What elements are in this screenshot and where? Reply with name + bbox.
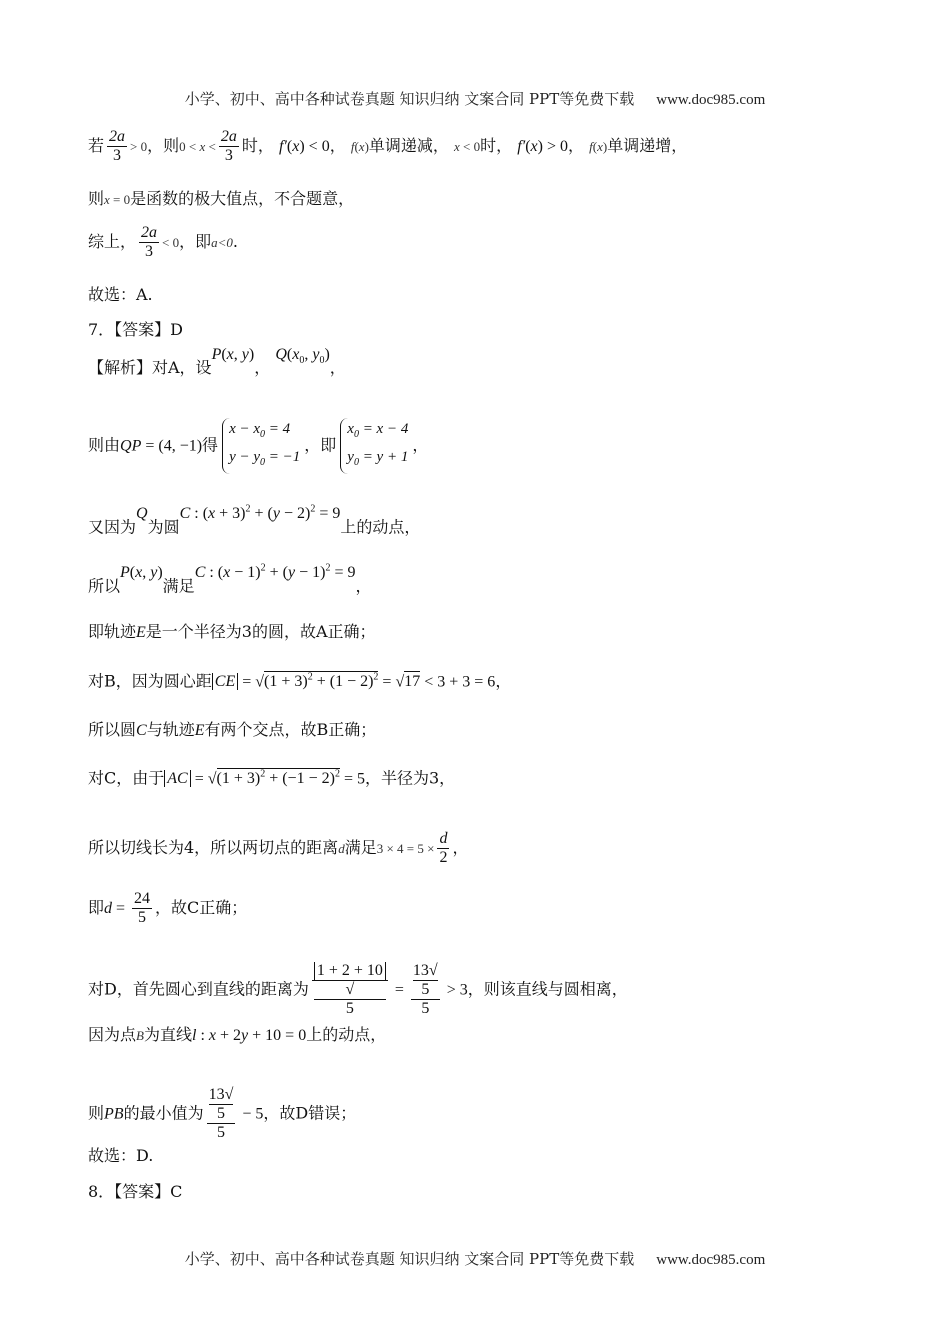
text: ，	[412, 435, 429, 455]
answer-7: 7．【答案】D	[88, 320, 184, 339]
text-line-19: 故选：D.	[88, 1146, 154, 1165]
text: 满足	[162, 576, 195, 596]
text: ，	[329, 358, 346, 377]
text: ，即	[179, 232, 212, 251]
text: 时，	[241, 136, 274, 155]
text-line-13: 对C，由于 AC = $√(1 + 3)^2 + (-1 - 2)^2 = 5$，半径为3，	[88, 768, 456, 788]
text: ，半径为3，	[364, 768, 456, 788]
header-site: www.doc985.com	[656, 92, 766, 108]
text: 因为点	[88, 1025, 137, 1044]
text-line-7: 则由QP = (4, −1)得 $x - x_0 = 4$ $y - y_0 = -1$ ，即 $x_0 = x - 4$ $y_0 = y + 1$ ，	[88, 418, 428, 474]
text-line-3: 综上， $\frac{2a}{3}$ < 0，即a<0.	[88, 224, 238, 260]
text: 即轨迹	[88, 622, 137, 641]
text: 为直线	[143, 1025, 192, 1044]
text-line-16: 对D，首先圆心到直线的距离为 1 + 2 + 10 √ 5 = 13√ 5 5 > 3，则该直线与圆相离，	[88, 962, 628, 1017]
footer-text: 小学、初中、高中各种试卷真题 知识归纳 文案合同 PPT等免费下载	[184, 1250, 635, 1268]
text: 又因为	[88, 517, 137, 537]
fraction: 13√ 5 5	[208, 1086, 234, 1141]
text: 上的动点，	[340, 517, 421, 537]
text: ，	[568, 136, 585, 155]
text: 为圆	[147, 517, 180, 537]
text: 时，	[480, 136, 513, 155]
text-line-18: 则PB的最小值为 13√ 5 5 − 5，故D错误；	[88, 1086, 357, 1141]
text: ，	[452, 838, 469, 857]
fraction: $\frac{2a}{3}$	[141, 224, 158, 260]
text: 则由	[88, 435, 121, 455]
text: 对B，因为圆心距	[88, 671, 212, 691]
text: ，	[495, 671, 512, 691]
text: 对C，由于	[88, 768, 165, 788]
text: 满足	[344, 838, 377, 857]
text: 有两个交点，故B正确；	[204, 720, 377, 739]
equation-system: $x - x_0 = 4$ $y - y_0 = -1$	[222, 418, 300, 474]
fraction: 1 + 2 + 10 √ 5	[312, 962, 388, 1018]
text: .	[232, 232, 238, 251]
text: 综上，	[88, 232, 137, 251]
text-line-14: 所以切线长为4，所以两切点的距离d满足3 × 4 = 5 × $\frac{d}{2}$ ，	[88, 830, 469, 866]
footer-site: www.doc985.com	[656, 1252, 766, 1268]
text: ，故D错误；	[263, 1103, 357, 1123]
text: 即	[88, 898, 105, 917]
text: 是一个半径为3的圆，故A正确；	[145, 622, 376, 641]
text-line-9: 所以P(x, y)满足C : $(x - 1)^2 + (y - 1)^2 = 9$，	[88, 563, 372, 596]
text-line-4: 故选：A.	[88, 285, 153, 304]
text: ，	[329, 136, 346, 155]
text: ，即	[304, 435, 337, 455]
text-line-15: 即d = $\frac{24}{5}$ ，故C正确；	[88, 890, 248, 926]
text: ，	[254, 358, 271, 377]
text: 所以切线长为4，所以两切点的距离	[88, 838, 339, 857]
text: ，	[355, 576, 372, 596]
fraction: $\frac{d}{2}$	[439, 830, 448, 866]
text: 所以圆	[88, 720, 137, 739]
fraction: $\frac{2a}{3}$	[109, 128, 126, 164]
text: 上的动点，	[306, 1025, 387, 1044]
text: 是函数的极大值点，不合题意，	[130, 189, 355, 208]
text-line-6: 【解析】对A，设P(x, y)， $Q(x_0$, $y_0$)，	[88, 346, 346, 377]
text: 所以	[88, 576, 121, 596]
text: 与轨迹	[146, 720, 195, 739]
text: ，则该直线与圆相离，	[467, 979, 628, 999]
text: 单调递减，	[368, 136, 449, 155]
page-header	[0, 88, 950, 109]
equation-system: $x_0 = x - 4$ $y_0 = y + 1$	[340, 418, 408, 474]
text: 则	[88, 1103, 105, 1123]
fraction: $\frac{24}{5}$	[134, 890, 151, 926]
text: 【解析】对A，设	[88, 358, 212, 377]
text: 的最小值为	[123, 1103, 204, 1123]
text-line-1: 若 $\frac{2a}{3}$ > 0，则0 < x < $\frac{2a}{3}$ 时， f′(x) < 0， f(x)单调递减， x < 0时， f′(x) > 0， f(x)单调递增，	[88, 128, 688, 164]
text: ，故C正确；	[155, 898, 248, 917]
text: ，则	[147, 136, 180, 155]
text-line-17: 因为点B为直线l : x + 2y + 10 = 0上的动点，	[88, 1025, 387, 1044]
header-text: 小学、初中、高中各种试卷真题 知识归纳 文案合同 PPT等免费下载	[184, 90, 635, 108]
text-line-10: 即轨迹E是一个半径为3的圆，故A正确；	[88, 622, 376, 641]
text-line-8: 又因为Q为圆C : $(x + 3)^2 + (y - 2)^2 = 9$上的动点，	[88, 504, 421, 537]
text: 对D，首先圆心到直线的距离为	[88, 979, 309, 999]
text: 单调递增，	[607, 136, 688, 155]
text: 若	[88, 136, 105, 155]
answer-8: 8．【答案】C	[88, 1182, 183, 1201]
text: 得	[202, 435, 219, 455]
fraction: 13√ 5 5	[412, 962, 438, 1017]
text-line-2: 则x = 0是函数的极大值点，不合题意，	[88, 189, 355, 208]
text-line-12: 所以圆C与轨迹E有两个交点，故B正确；	[88, 720, 377, 739]
text-line-11: 对B，因为圆心距 CE = $√(1 + 3)^2 + (1 - 2)^2 = √17 < 3 + 3 = 6$，	[88, 671, 512, 691]
page-footer	[0, 1248, 950, 1269]
fraction: $\frac{2a}{3}$	[220, 128, 237, 164]
text: 则	[88, 189, 105, 208]
